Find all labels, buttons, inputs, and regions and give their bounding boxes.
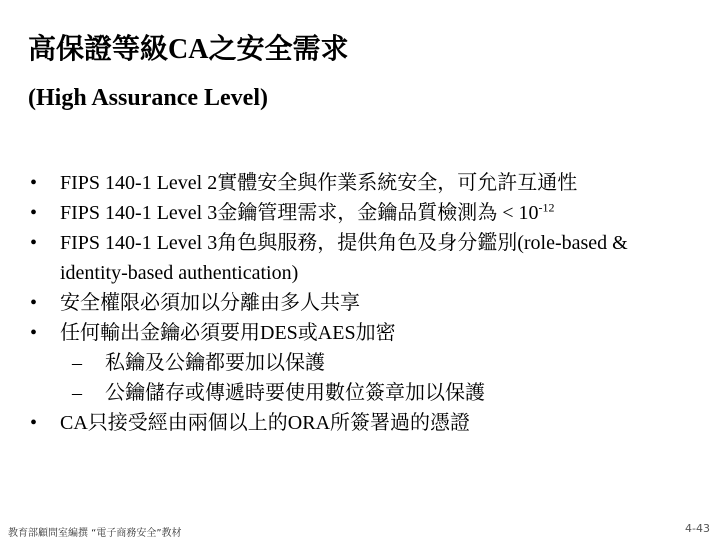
bullet-item — [30, 318, 690, 348]
slide-title: 高保證等級CA之安全需求 — [28, 34, 349, 65]
bullet-text: FIPS 140-1 Level 2實體安全與作業系統安全，可允許互通性 — [60, 172, 578, 194]
bullet-marker: • — [30, 202, 38, 224]
slide-subtitle: (High Assurance Level) — [28, 85, 268, 111]
bullet-item — [30, 288, 690, 318]
bullet-item — [30, 408, 690, 438]
bullet-text: FIPS 140-1 Level 3角色與服務，提供角色及身分鑑別(role-based & identity-based authentication) — [60, 232, 628, 284]
dash-marker: – — [72, 352, 82, 374]
bullet-marker: • — [30, 322, 38, 344]
bullet-marker: • — [30, 172, 38, 194]
bullet-text: 任何輸出金鑰必須要用DES或AES加密 — [60, 322, 396, 344]
sub-bullet-text: 公鑰儲存或傳遞時要使用數位簽章加以保護 — [105, 382, 485, 404]
bullet-item — [30, 228, 690, 288]
bullet-text: 安全權限必須加以分離由多人共享 — [60, 292, 360, 314]
exponent: -12 — [538, 200, 555, 215]
sub-bullet-item — [30, 348, 690, 378]
bullet-text: FIPS 140-1 Level 3金鑰管理需求，金鑰品質檢測為 < 10 — [60, 202, 539, 224]
bullet-text: CA只接受經由兩個以上的ORA所簽署過的憑證 — [60, 412, 471, 434]
bullet-item — [30, 168, 690, 198]
bullet-marker: • — [30, 412, 38, 434]
slide-footer: 教育部顧問室編撰 “電子商務安全”教材 — [8, 528, 182, 539]
bullet-marker: • — [30, 292, 38, 314]
bullet-marker: • — [30, 232, 38, 254]
bullet-list — [30, 168, 690, 438]
sub-bullet-item — [30, 378, 690, 408]
page-number: 4-43 — [685, 522, 710, 535]
sub-bullet-text: 私鑰及公鑰都要加以保護 — [105, 352, 325, 374]
dash-marker: – — [72, 382, 82, 404]
bullet-item — [30, 198, 690, 228]
